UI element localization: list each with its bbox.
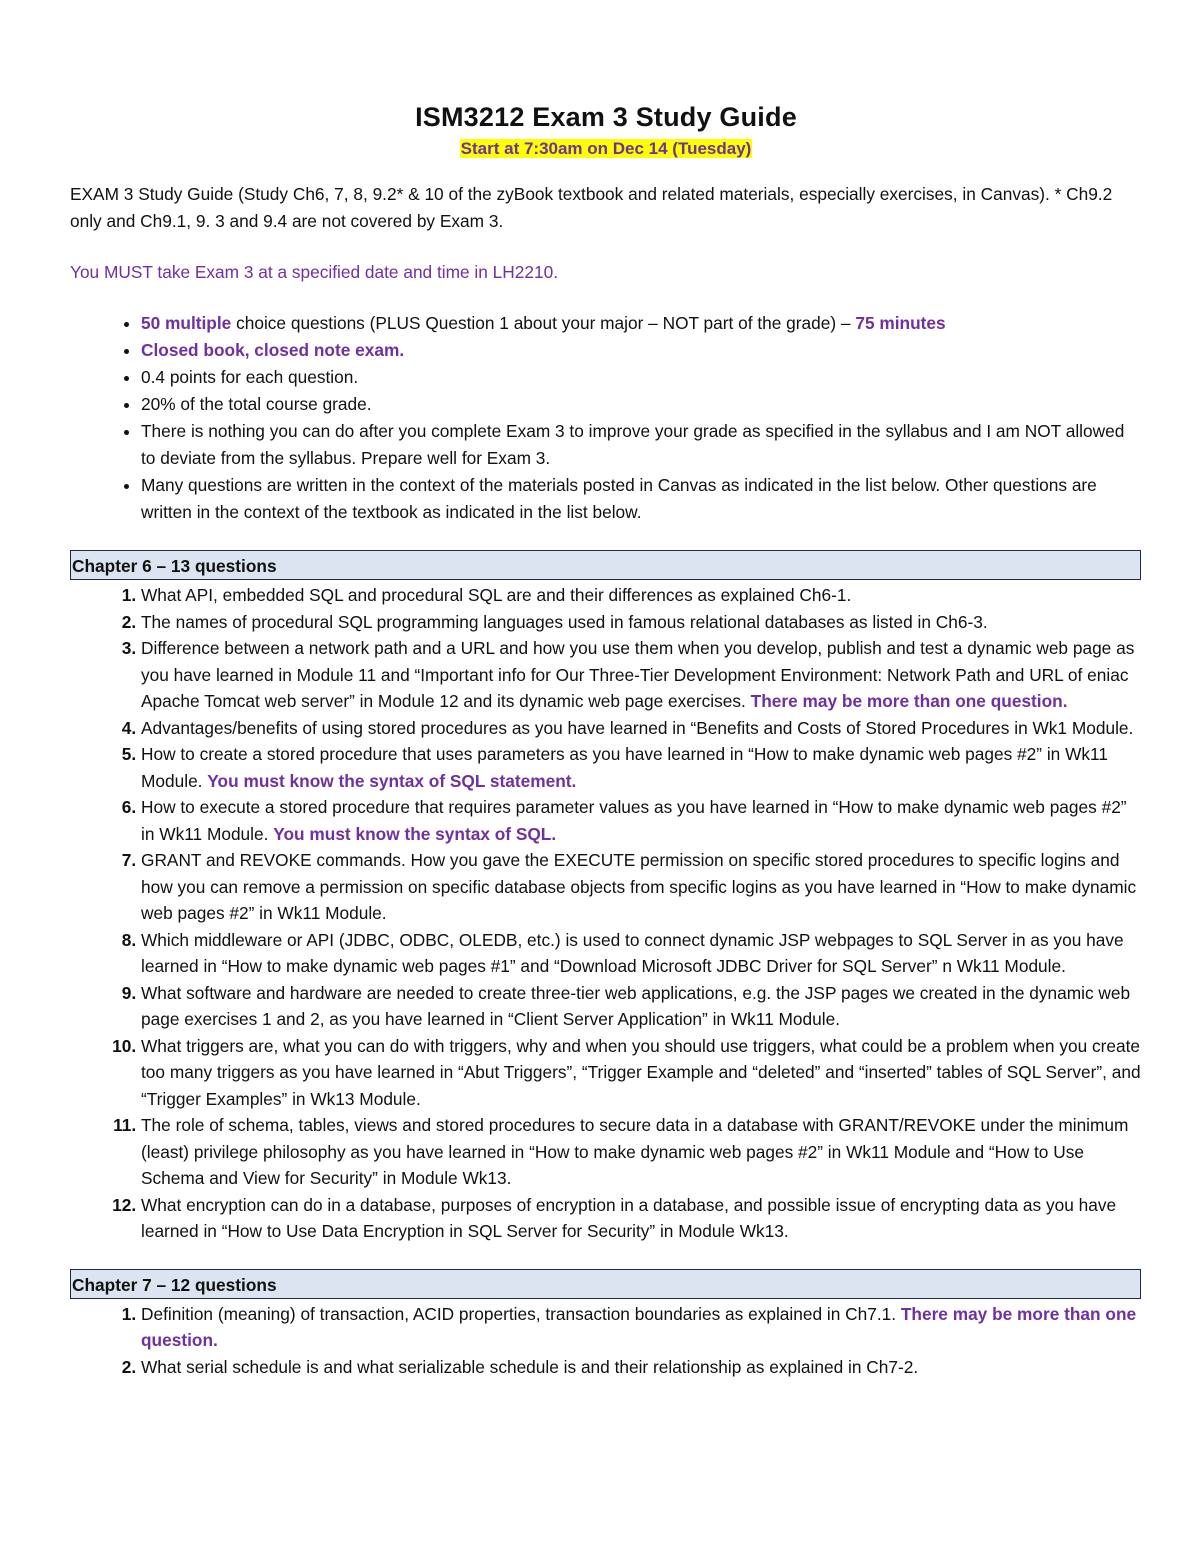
chapter-7-topics xyxy=(70,1301,1142,1381)
topic-text: What serial schedule is and what serializable schedule is and their relationship as explained in Ch7-2. xyxy=(141,1356,919,1377)
question-description: choice questions (PLUS Question 1 about your major – NOT part of the grade) – xyxy=(231,313,856,333)
list-item xyxy=(141,391,1142,418)
list-item xyxy=(141,609,1142,636)
intro-paragraph: EXAM 3 Study Guide (Study Ch6, 7, 8, 9.2* & 10 of the zyBook textbook and related materials, especially exercises, in Canvas). * Ch9.2 only and Ch9.1, 9. 3 and 9.4 are not covered by Exam 3. xyxy=(70,184,1113,231)
list-item xyxy=(141,1033,1142,1113)
grade-weight: 20% of the total course grade. xyxy=(141,394,372,414)
chapter-6-topics xyxy=(70,582,1142,1245)
topic-text: What software and hardware are needed to create three-tier web applications, e.g. the JSP pages we created in the dynamic web page exercises 1 and 2, as you have learned in “Client Server Application” in Wk11 Module. xyxy=(141,982,1131,1029)
topic-text: How to execute a stored procedure that requires parameter values as you have learned in “How to make dynamic web pages #2” in Wk11 Module. xyxy=(141,797,1127,844)
exam-info-list xyxy=(70,310,1142,526)
points-per-question: 0.4 points for each question. xyxy=(141,367,359,387)
list-item xyxy=(141,715,1142,742)
list-item xyxy=(141,1192,1142,1245)
topic-text: Definition (meaning) of transaction, ACID properties, transaction boundaries as explained in Ch7.1. xyxy=(141,1303,901,1324)
list-item xyxy=(141,741,1142,794)
topic-text: What encryption can do in a database, purposes of encryption in a database, and possible issue of encrypting data as you have learned in “How to Use Data Encryption in SQL Server for Security” in Module Wk13. xyxy=(141,1194,1117,1241)
syllabus-note: There is nothing you can do after you complete Exam 3 to improve your grade as specified in the syllabus and I am NOT allowed to deviate from the syllabus. Prepare well for Exam 3. xyxy=(141,421,1125,468)
list-item xyxy=(141,1112,1142,1192)
list-item xyxy=(141,980,1142,1033)
topic-text: Which middleware or API (JDBC, ODBC, OLEDB, etc.) is used to connect dynamic JSP webpages to SQL Server in as you have learned in “How to make dynamic web pages #1” and “Download Microsoft JDBC Driver for SQL Server” n Wk11 Module. xyxy=(141,929,1124,976)
topic-note: There may be more than one question. xyxy=(141,1303,1137,1350)
topic-text: What triggers are, what you can do with triggers, why and when you should use triggers, what could be a problem when you create too many triggers as you have learned in “Abut Triggers”, “Trigger Example and “deleted” and “inserted” tables of SQL Server”, and “Trigger Examples” in Wk13 Module. xyxy=(141,1035,1141,1109)
list-item xyxy=(141,927,1142,980)
topic-text: GRANT and REVOKE commands. How you gave the EXECUTE permission on specific stored procedures to specific logins and how you can remove a permission on specific database objects from specific logins as you have learned in “How to make dynamic web pages #2” in Wk11 Module. xyxy=(141,850,1137,923)
list-item xyxy=(141,635,1142,715)
topic-text: Advantages/benefits of using stored procedures as you have learned in “Benefits and Costs of Stored Procedures in Wk1 Module. xyxy=(141,717,1134,738)
exam-start-time xyxy=(70,139,1142,159)
page-title: ISM3212 Exam 3 Study Guide xyxy=(415,102,797,132)
list-item xyxy=(141,364,1142,391)
exam-duration: 75 minutes xyxy=(855,313,946,333)
list-item xyxy=(141,1354,1142,1381)
list-item xyxy=(141,472,1142,526)
topic-text: Difference between a network path and a URL and how you use them when you develop, publish and test a dynamic web page as you have learned in Module 11 and “Important info for Our Three-Tier Development Environment: Network Path and URL of eniac Apache Tomcat web server” in Module 12 and its dynamic web page exercises. xyxy=(141,638,1135,711)
topic-text: How to create a stored procedure that uses parameters as you have learned in “How to make dynamic web pages #2” in Wk11 Module. xyxy=(141,744,1108,791)
topic-text: What API, embedded SQL and procedural SQL are and their differences as explained Ch6-1. xyxy=(141,585,852,605)
chapter-7-heading: Chapter 7 – 12 questions xyxy=(70,1269,1141,1299)
topic-note: There may be more than one question. xyxy=(750,691,1068,711)
topic-text: The names of procedural SQL programming languages used in famous relational databases as listed in Ch6-3. xyxy=(141,611,988,632)
list-item xyxy=(141,582,1142,609)
list-item xyxy=(141,337,1142,364)
chapter-6-heading: Chapter 6 – 13 questions xyxy=(70,550,1141,580)
topic-note: You must know the syntax of SQL statement. xyxy=(207,770,577,791)
closed-book-note: Closed book, closed note exam. xyxy=(141,340,405,360)
list-item xyxy=(141,310,1142,337)
list-item xyxy=(141,847,1142,927)
document-page xyxy=(70,0,1142,1380)
list-item xyxy=(141,794,1142,847)
exam-start-time-text: Start at 7:30am on Dec 14 (Tuesday) xyxy=(460,139,752,158)
context-note: Many questions are written in the context of the materials posted in Canvas as indicated in the list below. Other questions are written in the context of the textbook as indicated in the list below. xyxy=(141,475,1097,522)
list-item xyxy=(141,1301,1142,1354)
location-notice: You MUST take Exam 3 at a specified date and time in LH2210. xyxy=(70,262,559,282)
topic-note: You must know the syntax of SQL. xyxy=(273,823,557,844)
question-count: 50 multiple xyxy=(141,313,232,333)
topic-text: The role of schema, tables, views and stored procedures to secure data in a database with GRANT/REVOKE under the minimum (least) privilege philosophy as you have learned in “How to make dynamic web pages #2” in Wk11 Module and “How to Use Schema and View for Security” in Module Wk13. xyxy=(141,1115,1129,1188)
list-item xyxy=(141,418,1142,472)
